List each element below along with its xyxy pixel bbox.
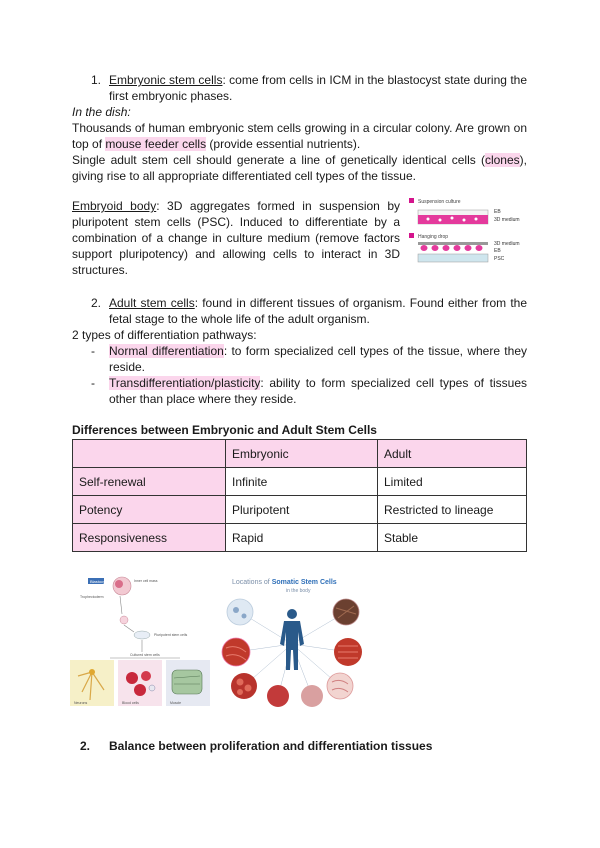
svg-text:in the body: in the body	[286, 588, 311, 594]
pathways-intro: 2 types of differentiation pathways:	[72, 328, 257, 342]
item2-paragraph: Adult stem cells: found in different tissues of organism. Found either from the fetal stage to the whole life of the adult organism.	[109, 296, 528, 326]
svg-text:Blood cells: Blood cells	[122, 701, 139, 705]
svg-text:Pluripotent stem cells: Pluripotent stem cells	[154, 633, 188, 637]
table-title: Differences between Embryonic and Adult Stem Cells	[72, 423, 377, 437]
panel-b-label: Hanging drop	[418, 234, 449, 240]
section2-title: Balance between proliferation and differentiation tissues	[109, 739, 433, 753]
embryoid-title: Embryoid body	[72, 199, 157, 213]
svg-text:Blastocyst: Blastocyst	[90, 579, 109, 584]
svg-text:3D medium: 3D medium	[494, 241, 520, 247]
embryoid-paragraph: Embryoid body: 3D aggregates formed in suspension by pluripotent stem cells (PSC). Induced to differentiate by a combination of a change in culture medium (remove factors support pluripotency) and allowing cells to interact in 3D structures.	[72, 199, 401, 277]
svg-text:Locations of Somatic Stem Cell: Locations of Somatic Stem Cells	[232, 579, 337, 586]
svg-text:EB: EB	[494, 209, 501, 215]
svg-text:3D medium: 3D medium	[494, 217, 520, 223]
pathway-bullet-2: -	[91, 376, 95, 390]
item1-text: : come from cells in ICM in the blastocyst state during the first embryonic phases.	[109, 73, 528, 103]
pathway-item-2: Transdifferentiation/plasticity: ability to form specialized cell types of tissues other than place where they reside.	[109, 376, 527, 406]
in-dish-paragraph-1: Thousands of human embryonic stem cells growing in a circular colony. Are grown on top of mouse feeder cells (provide essential nutrients).	[72, 121, 527, 151]
in-dish-label: In the dish:	[72, 105, 131, 119]
table-row: Responsiveness Rapid Stable	[73, 524, 527, 552]
svg-text:PSC: PSC	[494, 256, 505, 262]
culture-diagram	[408, 196, 528, 266]
comparison-table	[72, 439, 527, 552]
svg-text:EB: EB	[494, 248, 501, 254]
table-row: Self-renewal Infinite Limited	[73, 468, 527, 496]
table-header-row: Embryonic Adult	[73, 440, 527, 468]
pathway-item-1: Normal differentiation: to form specialized cell types of the tissue, where they reside.	[109, 344, 527, 374]
svg-text:Neurons: Neurons	[74, 701, 88, 705]
svg-text:Cultured stem cells: Cultured stem cells	[130, 653, 160, 657]
pathway-bullet-1: -	[91, 344, 95, 358]
somatic-stem-cells-figure	[218, 574, 366, 710]
clones-highlight: clones	[484, 153, 520, 167]
stem-cell-differentiation-figure	[70, 572, 210, 708]
mouse-feeder-highlight: mouse feeder cells	[105, 137, 207, 151]
item1-number: 1.	[91, 73, 102, 87]
section2-number: 2.	[80, 739, 91, 753]
panel-a-label: Suspension culture	[418, 199, 461, 205]
svg-text:Trophectoderm: Trophectoderm	[80, 595, 104, 599]
item2-title: Adult stem cells	[109, 296, 195, 310]
in-dish-paragraph-2: Single adult stem cell should generate a line of genetically identical cells (clones), giving rise to all appropriate differentiated cell types of the tissue.	[72, 153, 527, 183]
item1-paragraph	[109, 72, 527, 104]
item2-number: 2.	[91, 296, 102, 310]
table-row: Potency Pluripotent Restricted to lineage	[73, 496, 527, 524]
human-body-silhouette	[280, 609, 304, 670]
svg-text:Inner cell mass: Inner cell mass	[134, 579, 158, 583]
svg-text:Muscle: Muscle	[170, 701, 182, 705]
item1-title: Embryonic stem cells	[109, 73, 223, 87]
